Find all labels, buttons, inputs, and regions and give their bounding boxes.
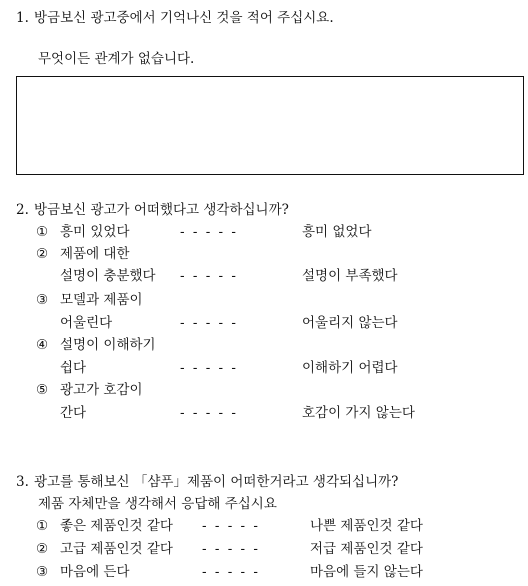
q2-item2-number: ② — [36, 246, 49, 262]
q2-item4-left-line1: 설명이 이해하기 — [60, 337, 156, 353]
q2-item2-right: 설명이 부족했다 — [302, 268, 398, 284]
q2-text: 방금보신 광고가 어떠했다고 생각하십니까? — [34, 202, 289, 218]
q3-item3-right: 마음에 들지 않는다 — [310, 564, 423, 580]
q2-item1-right: 흥미 없었다 — [302, 224, 372, 240]
q2-item3-number: ③ — [36, 292, 49, 308]
q2-item5-left: 간다 — [60, 405, 87, 421]
q2-item4-right: 이해하기 어렵다 — [302, 360, 398, 376]
q3-note: 제품 자체만을 생각해서 응답해 주십시요 — [38, 496, 277, 512]
q1-answer-box[interactable] — [16, 76, 524, 175]
q2-item5-right: 호감이 가지 않는다 — [302, 405, 415, 421]
q2-item4-left: 쉽다 — [60, 360, 87, 376]
q2-item3-left-line1: 모델과 제품이 — [60, 292, 143, 308]
q3-number: 3. — [16, 474, 29, 490]
q2-item3-left: 어울린다 — [60, 315, 113, 331]
q2-item1-number: ① — [36, 224, 49, 240]
q3-text: 광고를 통해보신 「샴푸」제품이 어떠한거라고 생각되십니까? — [34, 474, 399, 490]
q2-number: 2. — [16, 202, 29, 218]
q2-item3-right: 어울리지 않는다 — [302, 315, 398, 331]
q2-item3-scale[interactable]: - - - - - — [180, 315, 238, 331]
q3-item3-scale[interactable]: - - - - - — [202, 564, 260, 580]
q2-item5-scale[interactable]: - - - - - — [180, 405, 238, 421]
q1-note: 무엇이든 관계가 없습니다. — [38, 51, 195, 67]
q3-item2-scale[interactable]: - - - - - — [202, 541, 260, 557]
q2-item2-left-line1: 제품에 대한 — [60, 246, 130, 262]
q2-item4-number: ④ — [36, 337, 49, 353]
q3-item1-right: 나쁜 제품인것 같다 — [310, 518, 423, 534]
q3-item2-left: 고급 제품인것 같다 — [60, 541, 173, 557]
q2-item2-left: 설명이 충분했다 — [60, 268, 156, 284]
q3-item3-number: ③ — [36, 564, 49, 580]
q3-item1-scale[interactable]: - - - - - — [202, 518, 260, 534]
q2-item1-scale[interactable]: - - - - - — [180, 224, 238, 240]
q3-item2-right: 저급 제품인것 같다 — [310, 541, 423, 557]
q2-item1-left: 흥미 있었다 — [60, 224, 130, 240]
q2-item4-scale[interactable]: - - - - - — [180, 360, 238, 376]
q2-item5-left-line1: 광고가 호감이 — [60, 382, 143, 398]
q1-text: 방금보신 광고중에서 기억나신 것을 적어 주십시요. — [34, 10, 334, 26]
q3-item3-left: 마음에 든다 — [60, 564, 130, 580]
q3-item1-left: 좋은 제품인것 같다 — [60, 518, 173, 534]
q1-number: 1. — [16, 10, 29, 26]
q3-item2-number: ② — [36, 541, 49, 557]
q2-item2-scale[interactable]: - - - - - — [180, 268, 238, 284]
q3-item1-number: ① — [36, 518, 49, 534]
q2-item5-number: ⑤ — [36, 382, 49, 398]
